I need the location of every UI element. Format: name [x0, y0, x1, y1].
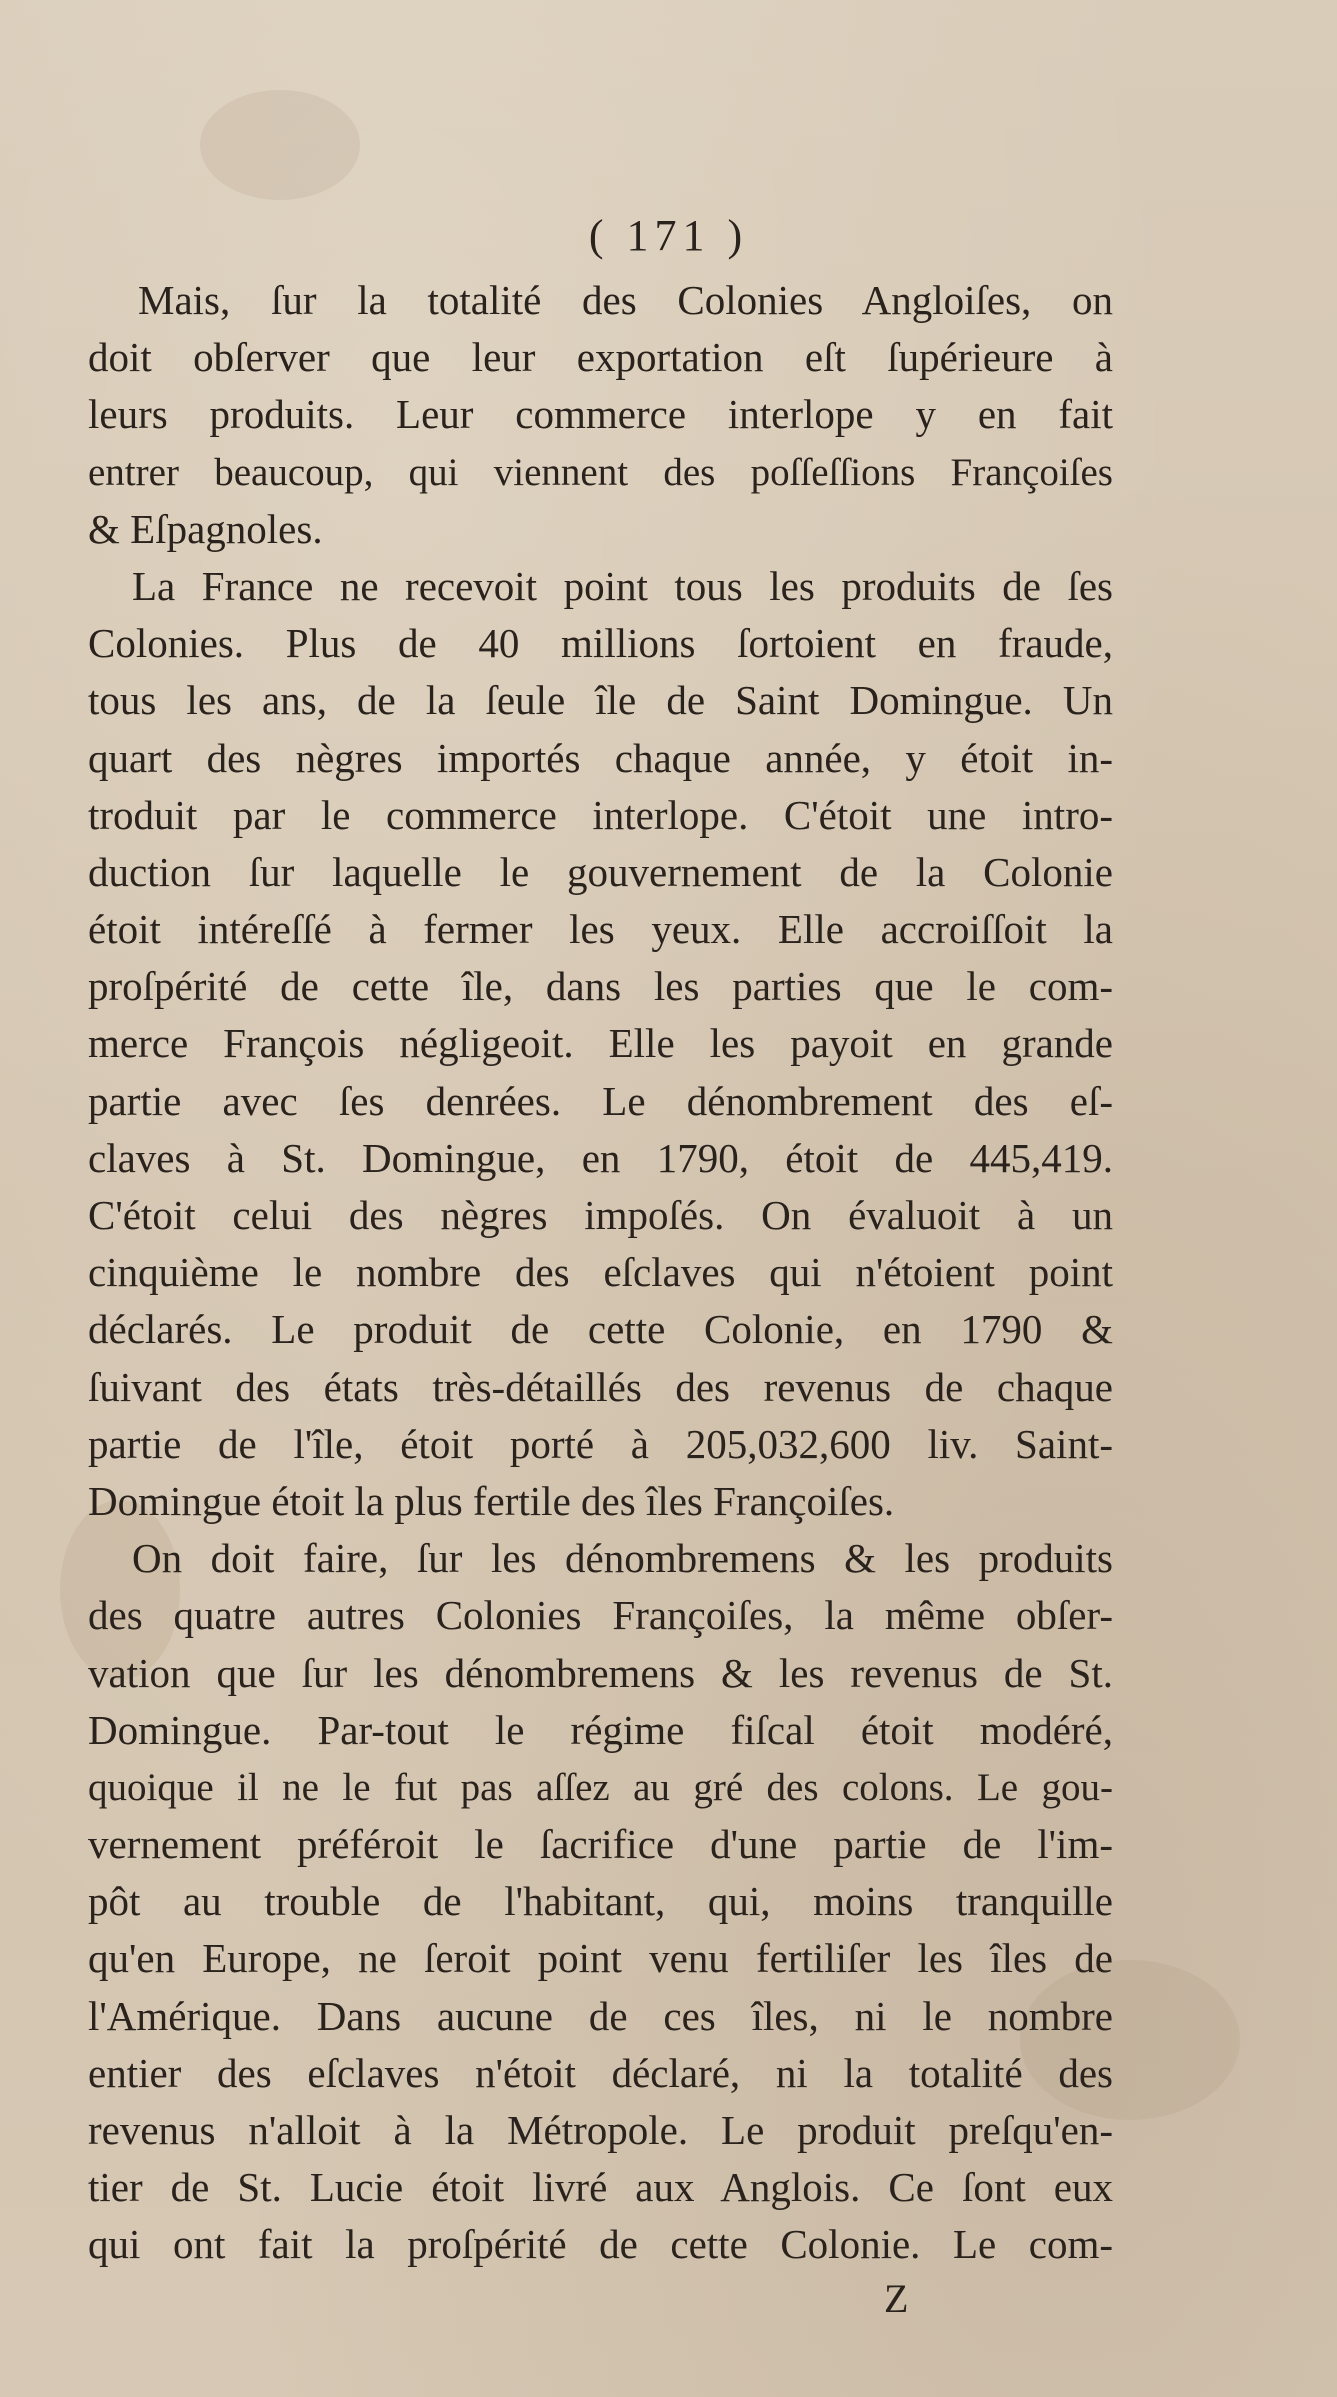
text-line: duction ſur laquelle le gouvernement de la Colonie	[88, 848, 1113, 895]
text-line: cinquième le nombre des eſclaves qui n'étoient point	[88, 1249, 1113, 1296]
text-line: vation que ſur les dénombremens & les revenus de St.	[88, 1649, 1113, 1696]
text-line: & Eſpagnoles.	[88, 505, 323, 552]
text-line: entrer beaucoup, qui viennent des poſſeſſions Françoiſes	[88, 450, 1113, 494]
text-line: vernement préféroit le ſacrifice d'une partie de l'im-	[88, 1821, 1113, 1868]
text-line: Colonies. Plus de 40 millions ſortoient en fraude,	[88, 620, 1113, 667]
text-line: partie de l'île, étoit porté à 205,032,600 liv. Saint-	[88, 1420, 1113, 1467]
text-line: qui ont fait la proſpérité de cette Colonie. Le com-	[88, 2221, 1113, 2268]
signature-mark: Z	[884, 2276, 909, 2321]
text-line: C'étoit celui des nègres impoſés. On évaluoit à un	[88, 1192, 1113, 1238]
text-line: revenus n'alloit à la Métropole. Le produit preſqu'en-	[88, 2107, 1113, 2153]
paper-stain	[200, 90, 360, 200]
text-line: troduit par le commerce interlope. C'étoit une intro-	[88, 791, 1113, 838]
text-line: qu'en Europe, ne ſeroit point venu fertiliſer les îles de	[88, 1935, 1113, 1982]
text-line: tier de St. Lucie étoit livré aux Anglois. Ce ſont eux	[88, 2164, 1113, 2211]
text-line: partie avec ſes denrées. Le dénombrement des eſ-	[88, 1077, 1113, 1124]
text-line: merce François négligeoit. Elle les payoit en grande	[88, 1020, 1113, 1067]
text-line: étoit intéreſſé à fermer les yeux. Elle accroiſſoit la	[88, 906, 1113, 953]
text-line: La France ne recevoit point tous les produits de ſes	[132, 562, 1113, 609]
text-line: Domingue. Par-tout le régime fiſcal étoit modéré,	[88, 1706, 1113, 1753]
text-line: tous les ans, de la ſeule île de Saint Domingue. Un	[88, 677, 1113, 724]
text-line: des quatre autres Colonies Françoiſes, la même obſer-	[88, 1592, 1113, 1639]
text-line: pôt au trouble de l'habitant, qui, moins tranquille	[88, 1878, 1113, 1925]
text-line: entier des eſclaves n'étoit déclaré, ni la totalité des	[88, 2049, 1113, 2096]
page-number: ( 171 )	[588, 211, 749, 260]
text-line: l'Amérique. Dans aucune de ces îles, ni le nombre	[88, 1992, 1113, 2039]
text-line: ſuivant des états très-détaillés des revenus de chaque	[88, 1363, 1113, 1410]
text-line: leurs produits. Leur commerce interlope y en fait	[88, 391, 1113, 438]
text-line: Domingue étoit la plus fertile des îles Françoiſes.	[88, 1477, 895, 1524]
text-line: doit obſerver que leur exportation eſt ſupérieure à	[88, 334, 1113, 381]
text-line: quart des nègres importés chaque année, y étoit in-	[88, 734, 1113, 781]
text-line: proſpérité de cette île, dans les parties que le com-	[88, 963, 1113, 1010]
text-line: déclarés. Le produit de cette Colonie, en 1790 &	[88, 1306, 1113, 1353]
body-text	[88, 272, 1113, 2274]
text-line: On doit faire, ſur les dénombremens & les produits	[132, 1535, 1113, 1582]
text-line: quoique il ne le fut pas aſſez au gré des colons. Le gou-	[88, 1765, 1113, 1809]
text-line: claves à St. Domingue, en 1790, étoit de 445,419.	[88, 1134, 1113, 1181]
text-line: Mais, ſur la totalité des Colonies Angloiſes, on	[138, 277, 1113, 323]
